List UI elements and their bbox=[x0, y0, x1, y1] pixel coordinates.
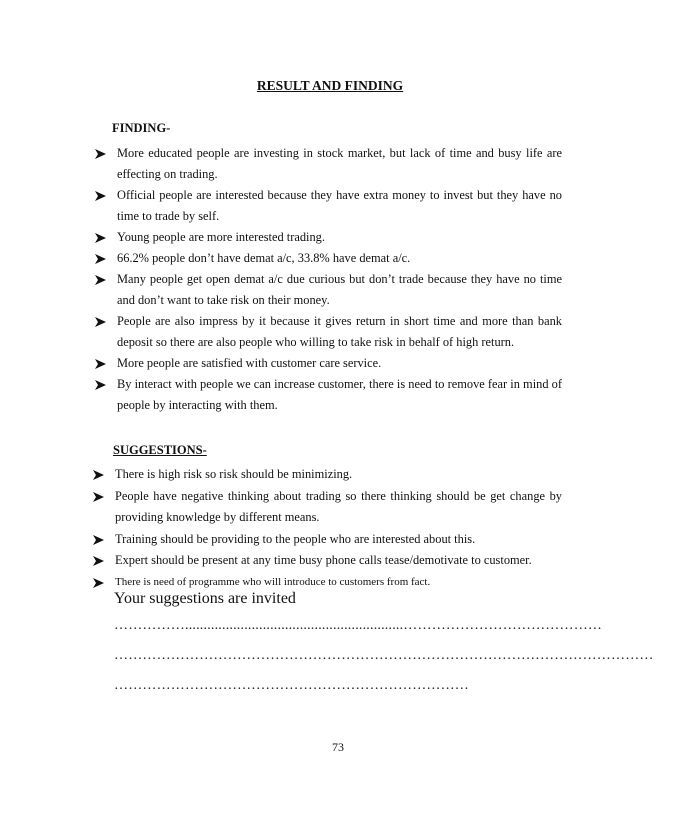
list-item bbox=[93, 529, 562, 551]
finding-text: Official people are interested because they have extra money to invest but they have no time to trade by self. bbox=[117, 188, 562, 223]
arrow-bullet-icon bbox=[95, 317, 106, 327]
list-item bbox=[95, 185, 562, 227]
arrow-bullet-icon bbox=[93, 535, 104, 545]
finding-text: 66.2% people don’t have demat a/c, 33.8% have demat a/c. bbox=[117, 251, 411, 265]
list-item bbox=[93, 550, 562, 572]
arrow-bullet-icon bbox=[95, 191, 106, 201]
finding-text: People are also impress by it because it gives return in short time and more than bank deposit so there are also people who willing to take risk in behalf of high return. bbox=[117, 314, 562, 349]
list-item bbox=[95, 374, 562, 416]
list-item bbox=[95, 248, 562, 269]
arrow-bullet-icon bbox=[95, 149, 106, 159]
finding-text: Many people get open demat a/c due curious but don’t trade because they have no time and don’t want to take risk on their money. bbox=[117, 272, 562, 307]
list-item bbox=[95, 143, 562, 185]
finding-heading: FINDING- bbox=[112, 121, 171, 135]
finding-text: More educated people are investing in stock market, but lack of time and busy life are effecting on trading. bbox=[117, 146, 562, 181]
finding-text: More people are satisfied with customer care service. bbox=[117, 356, 382, 370]
suggestion-text: There is high risk so risk should be minimizing. bbox=[115, 467, 353, 481]
suggestions-heading: SUGGESTIONS- bbox=[113, 443, 207, 457]
suggestion-text: Training should be providing to the people who are interested about this. bbox=[115, 531, 476, 546]
list-item bbox=[95, 311, 562, 353]
arrow-bullet-icon bbox=[95, 254, 106, 264]
page-title: RESULT AND FINDING bbox=[256, 78, 404, 93]
finding-text: Young people are more interested trading. bbox=[117, 230, 325, 244]
list-item bbox=[93, 464, 562, 486]
finding-text: By interact with people we can increase customer, there is need to remove fear in mind of people by interacting with them. bbox=[117, 377, 562, 412]
page-number: 73 bbox=[332, 740, 344, 754]
arrow-bullet-icon bbox=[93, 470, 104, 480]
suggestion-text: People have negative thinking about trading so there thinking should be get change by providing knowledge by different means. bbox=[115, 488, 562, 524]
list-item bbox=[95, 227, 562, 248]
arrow-bullet-icon bbox=[93, 556, 104, 566]
arrow-bullet-icon bbox=[93, 578, 104, 588]
dotted-answer-line: ………………………………………………………………… bbox=[114, 678, 469, 693]
list-item bbox=[95, 353, 562, 374]
list-item bbox=[93, 486, 562, 529]
suggestions-invite: Your suggestions are invited bbox=[114, 590, 296, 607]
arrow-bullet-icon bbox=[95, 275, 106, 285]
arrow-bullet-icon bbox=[95, 233, 106, 243]
arrow-bullet-icon bbox=[95, 380, 106, 390]
list-item bbox=[95, 269, 562, 311]
suggestion-text: There is need of programme who will introduce to customers from fact. bbox=[115, 575, 431, 588]
suggestion-text: Expert should be present at any time busy phone calls tease/demotivate to customer. bbox=[115, 553, 532, 567]
arrow-bullet-icon bbox=[95, 359, 106, 369]
dotted-answer-line: ……………...........................................................…………………………………… bbox=[114, 618, 603, 633]
suggestions-list bbox=[93, 464, 562, 593]
dotted-answer-line: …………………………………………………………………………………………………… bbox=[114, 648, 654, 663]
arrow-bullet-icon bbox=[93, 492, 104, 502]
findings-list bbox=[95, 143, 562, 416]
